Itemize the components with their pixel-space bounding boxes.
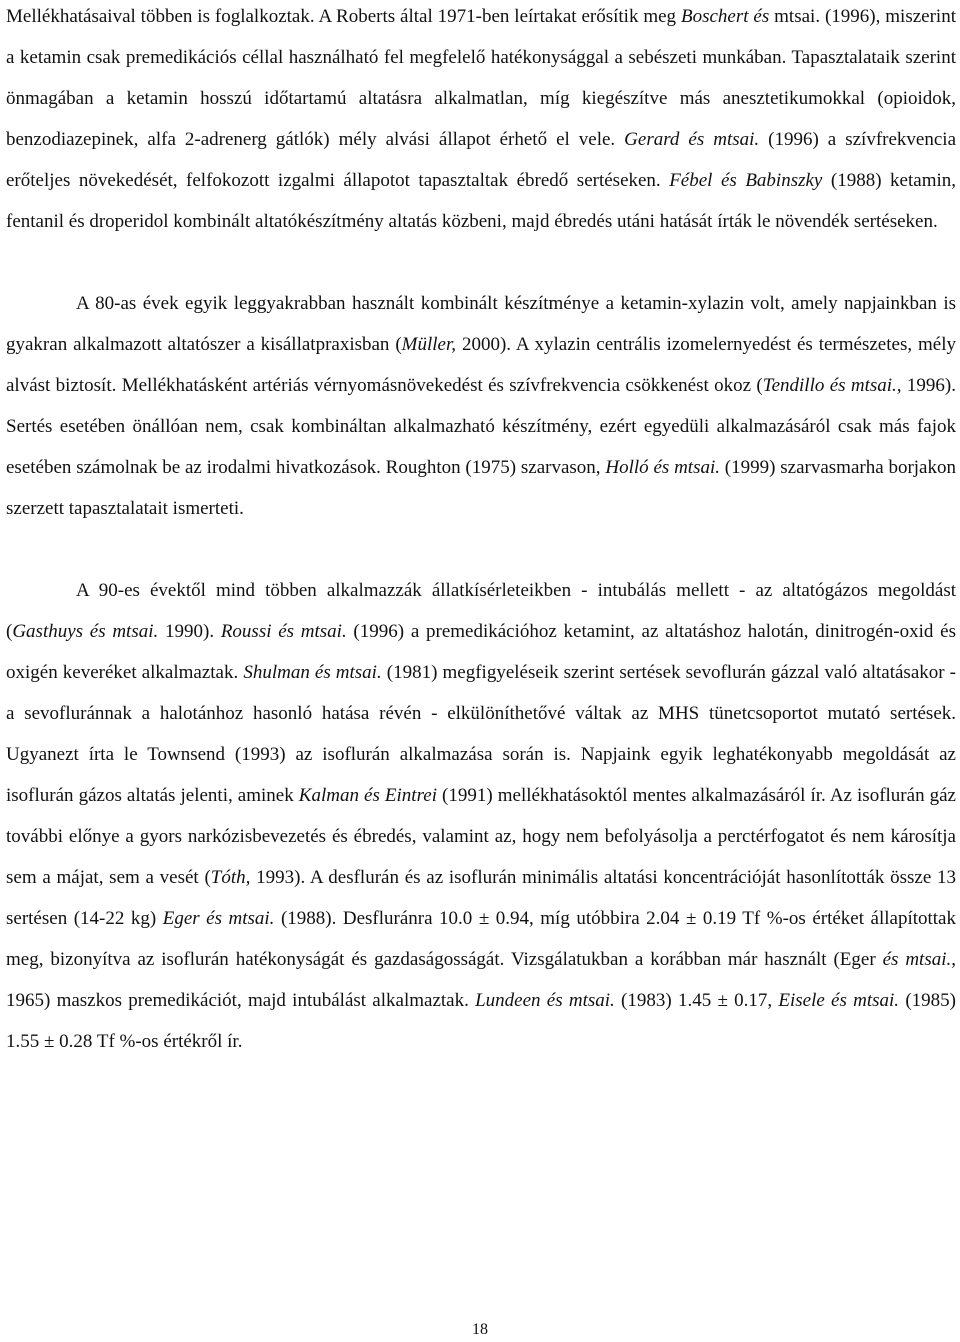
body-text: (1999) szarvasmarha borjakon szerzett tapasztalatait ismerteti.	[6, 457, 956, 519]
citation-text: Boschert és	[680, 6, 770, 27]
paragraph-inhalation-anesthesia	[6, 570, 956, 1062]
body-text: (1988). Desfluránra 10.0 ± 0.94, míg utóbbira 2.04 ± 0.19 Tf %-os értéket állapítottak meg, bizonyítva az isoflurán hatékonyságát és gazdaságosságát. Vizsgálatukban a korábban már használt (Eger	[6, 908, 956, 970]
paragraph-ketamine-history	[6, 0, 956, 242]
document-page	[6, 0, 956, 1062]
citation-text: Tendillo és mtsai.,	[762, 375, 902, 396]
body-text: (1981) megfigyeléseik szerint sertések sevoflurán gázzal való altatásakor - a sevofluránnak a halotánhoz hasonló hatása révén - elkülöníthetővé váltak az MHS tünetcsoportot mutató sertések. Ugyanezt írta le Townsend (1993) az isoflurán alkalmazása során is. Napjaink egyik leghatékonyabb megoldását az isoflurán gázos altatás jelenti, aminek	[6, 662, 956, 806]
citation-text: Tóth,	[210, 867, 251, 888]
citation-text: Eger és mtsai.	[162, 908, 275, 929]
page-number: 18	[472, 1321, 488, 1338]
body-text: 1993). A desflurán és az isoflurán minimális altatási koncentrációját hasonlították össze 13 sertésen (14-22 kg)	[6, 867, 956, 929]
body-text: (1983) 1.45 ± 0.17,	[614, 990, 779, 1011]
citation-text: Shulman és mtsai.	[243, 662, 382, 683]
paragraph-gap	[6, 242, 956, 283]
citation-text: Lundeen és mtsai.	[475, 990, 615, 1011]
body-text: (1985) 1.55 ± 0.28 Tf %-os értékről ír.	[6, 990, 956, 1052]
body-text: (1996) a premedikációhoz ketamint, az altatáshoz halotán, dinitrogén-oxid és oxigén keveréket alkalmaztak.	[6, 621, 956, 683]
body-text: , 1965) maszkos premedikációt, majd intubálást alkalmaztak.	[6, 949, 957, 1011]
body-text: A 80-as évek egyik leggyakrabban használt kombinált készítménye a ketamin-xylazin volt, amely napjainkban is gyakran alkalmazott altatószer a kisállatpraxisban (	[6, 293, 956, 355]
body-text: 2000). A xylazin centrális izomelernyedést és természetes, mély alvást biztosít. Mellékhatásként artériás vérnyomásnövekedést és szívfrekvencia csökkenést okoz (	[6, 334, 956, 396]
body-text: Mellékhatásaival többen is foglalkoztak. A Roberts által 1971-ben leírtakat erősítik meg	[6, 6, 681, 27]
body-text: mtsai. (1996), miszerint a ketamin csak premedikációs céllal használható fel megfelelő hatékonysággal a sebészeti munkában. Tapasztalataik szerint önmagában a ketamin hosszú időtartamú altatásra alkalmatlan, míg kiegészítve más anesztetikumokkal (opioidok, benzodiazepinek, alfa 2-adrenerg gátlók) mély alvási állapot érhető el vele.	[6, 6, 956, 150]
body-text: A 90-es évektől mind többen alkalmazzák állatkísérleteikben - intubálás mellett - az altatógázos megoldást (	[6, 580, 956, 642]
body-text: 1990).	[158, 621, 221, 642]
citation-text: Kalman és Eintrei	[298, 785, 437, 806]
body-text: (1988) ketamin, fentanil és droperidol kombinált altatókészítmény altatás közbeni, majd ébredés utáni hatását írták le növendék sertéseken.	[6, 170, 956, 232]
citation-text: Eisele és mtsai.	[778, 990, 900, 1011]
citation-text: Gerard és mtsai.	[624, 129, 760, 150]
citation-text: Fébel és Babinszky	[669, 170, 823, 191]
paragraph-ketamine-xylazine	[6, 283, 956, 529]
citation-text: Holló és mtsai.	[605, 457, 720, 478]
body-text: 1996). Sertés esetében önállóan nem, csak kombináltan alkalmazható készítmény, ezért egyedüli alkalmazásáról csak más fajok esetében számolnak be az irodalmi hivatkozások. Roughton (1975) szarvason,	[6, 375, 956, 478]
citation-text: Gasthuys és mtsai.	[12, 621, 159, 642]
citation-text: Müller,	[401, 334, 457, 355]
paragraph-gap	[6, 529, 956, 570]
body-text: (1991) mellékhatásoktól mentes alkalmazásáról ír. Az isoflurán gáz további előnye a gyors narkózisbevezetés és ébredés, valamint az, hogy nem befolyásolja a perctérfogatot és nem károsítja sem a májat, sem a vesét (	[6, 785, 956, 888]
body-text: (1996) a szívfrekvencia erőteljes növekedését, felfokozott izgalmi állapotot tapasztaltak ébredő sertéseken.	[6, 129, 956, 191]
citation-text: és mtsai.	[882, 949, 952, 970]
citation-text: Roussi és mtsai.	[220, 621, 347, 642]
